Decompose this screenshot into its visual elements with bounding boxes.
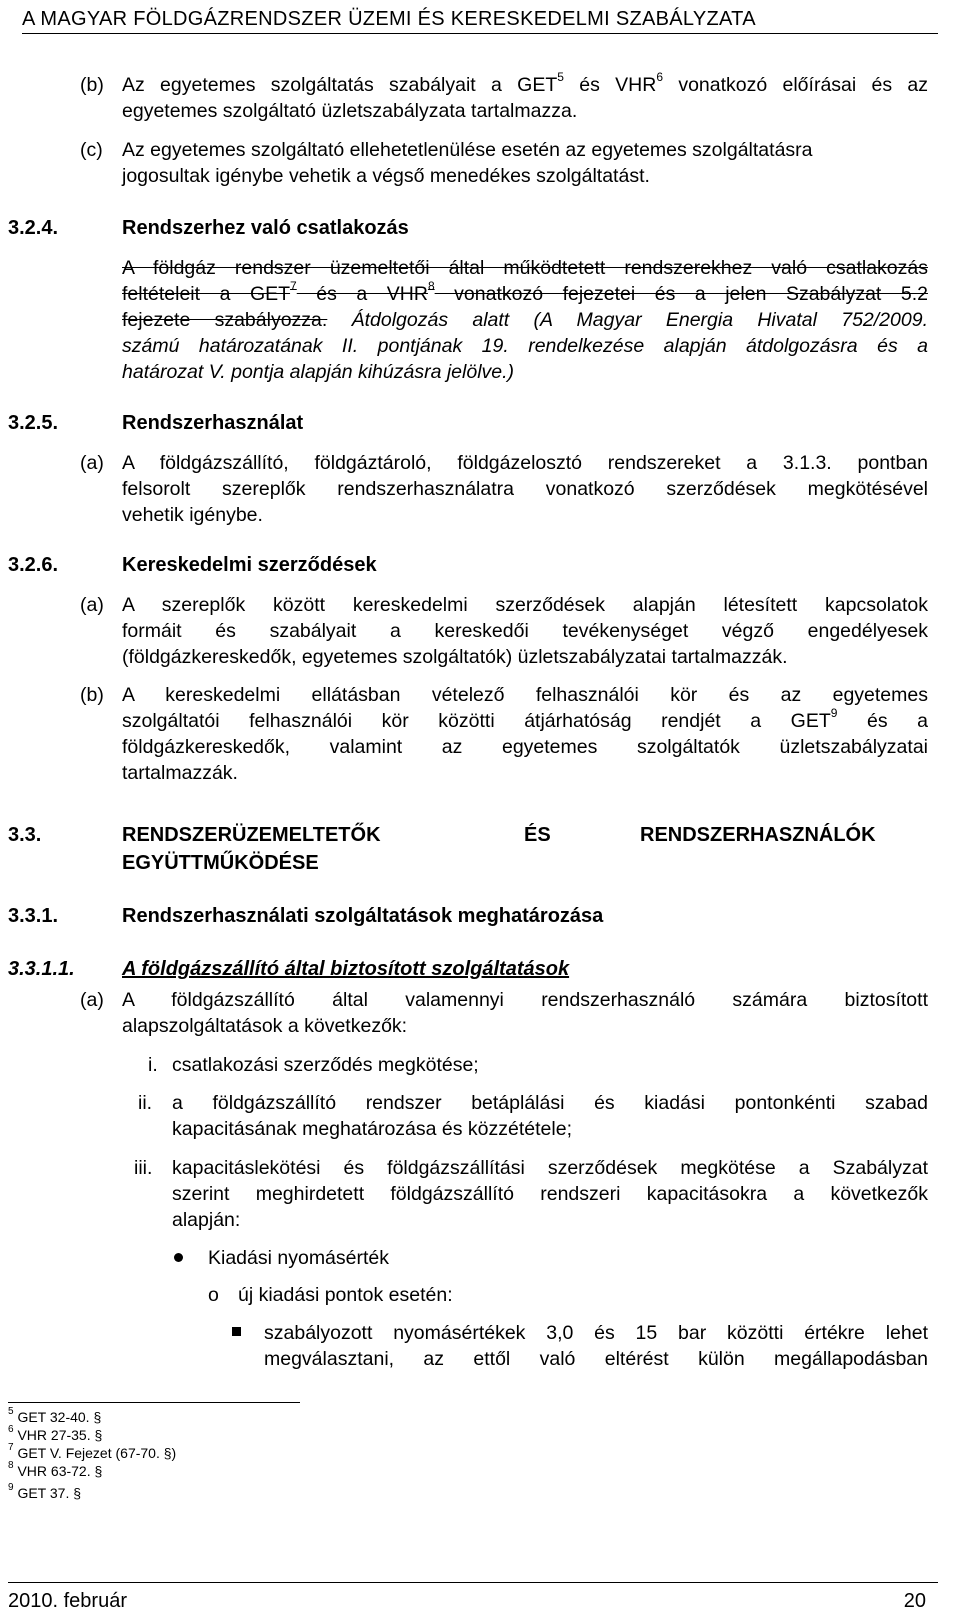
- footnote-5: $^5$ GET 32-40. §: [8, 1406, 102, 1425]
- item-marker-c: (c): [80, 139, 103, 161]
- section-number-33: 3.3.: [8, 824, 42, 846]
- section-title-33-part3: RENDSZERHASZNÁLÓK: [640, 824, 876, 846]
- section-number-331: 3.3.1.: [8, 905, 59, 927]
- s326-b-line1: A kereskedelmi ellátásban vételező felhasználói kör és az egyetemes: [122, 684, 928, 706]
- s326-marker-a: (a): [80, 594, 104, 616]
- footer-separator: [8, 1582, 938, 1583]
- item-b-line2: egyetemes szolgáltató üzletszabályzata tartalmazza.: [122, 100, 578, 122]
- section-title-33-part2: ÉS: [524, 824, 551, 846]
- footnote-separator: [8, 1402, 300, 1403]
- list-item-ii-line2: kapacitásának meghatározása és közzététele;: [172, 1118, 572, 1140]
- circle-bullet-icon: o: [208, 1284, 219, 1306]
- item-c-line1: Az egyetemes szolgáltató ellehetetlenülése esetén az egyetemes szolgáltatásra: [122, 139, 813, 161]
- bullet-icon: [174, 1253, 183, 1262]
- list-item-iii-line1: kapacitáslekötési és földgázszállítási szerződések megkötése a Szabályzat: [172, 1157, 928, 1179]
- s326-marker-b: (b): [80, 684, 104, 706]
- s326-a-line2: formáit és szabályait a kereskedői tevékenységet végző engedélyesek: [122, 620, 928, 642]
- section-title-33-line2: EGYÜTTMŰKÖDÉSE: [122, 852, 319, 874]
- s324-line1: A földgáz rendszer üzemeltetői által működtetett rendszerekhez való csatlakozás: [122, 257, 928, 279]
- page-number: 20: [903, 1590, 926, 1612]
- footnote-8: $^8$ VHR 63-72. §: [8, 1460, 103, 1479]
- s325-marker-a: (a): [80, 452, 104, 474]
- s324-line5: határozat V. pontja alapján kihúzásra jelölve.): [122, 361, 515, 383]
- section-number-325: 3.2.5.: [8, 412, 59, 434]
- section-title-331: Rendszerhasználati szolgáltatások meghatározása: [122, 905, 604, 927]
- list-item-i: csatlakozási szerződés megkötése;: [172, 1054, 479, 1076]
- sub-item-uj-kiadasi: új kiadási pontok esetén:: [238, 1284, 453, 1306]
- item-marker-b: (b): [80, 74, 104, 96]
- item-c-line2: jogosultak igénybe vehetik a végső menedékes szolgáltatást.: [122, 165, 650, 187]
- bullet-item-kiadasi: Kiadási nyomásérték: [208, 1247, 390, 1269]
- section-number-326: 3.2.6.: [8, 554, 59, 576]
- sq-item-line1: szabályozott nyomásértékek 3,0 és 15 bar közötti értékre lehet: [264, 1322, 928, 1344]
- s325-a-line2: felsorolt szereplők rendszerhasználatra vonatkozó szerződések megkötésével: [122, 478, 928, 500]
- list-marker-i: i.: [148, 1054, 158, 1076]
- footnote-ref-7[interactable]: 7: [290, 278, 297, 293]
- sq-item-line2: megválasztani, az ettől való eltérést külön megállapodásban: [264, 1348, 928, 1370]
- s324-line2: feltételeit a GET$^7$ és a VHR$^8$ vonatkozó fejezetei és a jelen Szabályzat 5.2: [122, 278, 928, 305]
- s324-line3: fejezete szabályozza. Átdolgozás alatt (A Magyar Energia Hivatal 752/2009.: [122, 309, 928, 331]
- list-item-iii-line2: szerint meghirdetett földgázszállító rendszeri kapacitásokra a következők: [172, 1183, 928, 1205]
- footnote-6: $^6$ VHR 27-35. §: [8, 1424, 103, 1443]
- section-title-324: Rendszerhez való csatlakozás: [122, 217, 409, 239]
- s326-a-line3: (földgázkereskedők, egyetemes szolgáltatók) üzletszabályzatai tartalmazzák.: [122, 646, 788, 668]
- square-bullet-icon: [232, 1327, 241, 1336]
- section-number-324: 3.2.4.: [8, 217, 59, 239]
- section-title-326: Kereskedelmi szerződések: [122, 554, 377, 576]
- page-header: A MAGYAR FÖLDGÁZRENDSZER ÜZEMI ÉS KERESKEDELMI SZABÁLYZATA: [22, 8, 938, 34]
- item-b-line1: Az egyetemes szolgáltatás szabályait a GET$^5$ és VHR$^6$ vonatkozó előírásai és az: [122, 69, 928, 96]
- list-marker-iii: iii.: [134, 1157, 153, 1179]
- s3311-a-line2: alapszolgáltatások a következők:: [122, 1015, 408, 1037]
- s326-b-line3: földgázkereskedők, valamint az egyetemes szolgáltatók üzletszabályzatai: [122, 736, 928, 758]
- s3311-a-line1: A földgázszállító által valamennyi rendszerhasználó számára biztosított: [122, 989, 928, 1011]
- footnote-ref-9[interactable]: 9: [830, 705, 838, 720]
- s3311-marker-a: (a): [80, 989, 104, 1011]
- section-title-33-part1: RENDSZERÜZEMELTETŐK: [122, 824, 381, 846]
- s325-a-line1: A földgázszállító, földgáztároló, földgázelosztó rendszereket a 3.1.3. pontban: [122, 452, 928, 474]
- s326-b-line2: szolgáltatói felhasználói kör közötti átjárhatóság rendjét a GET$^9$ és a: [122, 705, 929, 732]
- footnote-ref-5[interactable]: 5: [557, 69, 564, 84]
- s324-line4: számú határozatának II. pontjának 19. rendelkezése alapján átdolgozásra és a: [122, 335, 928, 357]
- list-marker-ii: ii.: [138, 1092, 153, 1114]
- s326-a-line1: A szereplők között kereskedelmi szerződések alapján létesített kapcsolatok: [122, 594, 928, 616]
- list-item-ii-line1: a földgázszállító rendszer betáplálási és kiadási pontonkénti szabad: [172, 1092, 928, 1114]
- s326-b-line4: tartalmazzák.: [122, 762, 238, 784]
- list-item-iii-line3: alapján:: [172, 1209, 241, 1231]
- footnote-9: $^9$ GET 37. §: [8, 1482, 82, 1501]
- footnote-ref-8[interactable]: 8: [427, 278, 435, 293]
- section-title-3311: A földgázszállító által biztosított szolgáltatások: [122, 958, 570, 980]
- footnote-ref-6[interactable]: 6: [656, 69, 664, 84]
- footer-date: 2010. február: [8, 1590, 127, 1612]
- section-number-3311: 3.3.1.1.: [8, 958, 75, 980]
- footnote-7: $^7$ GET V. Fejezet (67-70. §): [8, 1442, 177, 1461]
- s325-a-line3: vehetik igénybe.: [122, 504, 263, 526]
- section-title-325: Rendszerhasználat: [122, 412, 304, 434]
